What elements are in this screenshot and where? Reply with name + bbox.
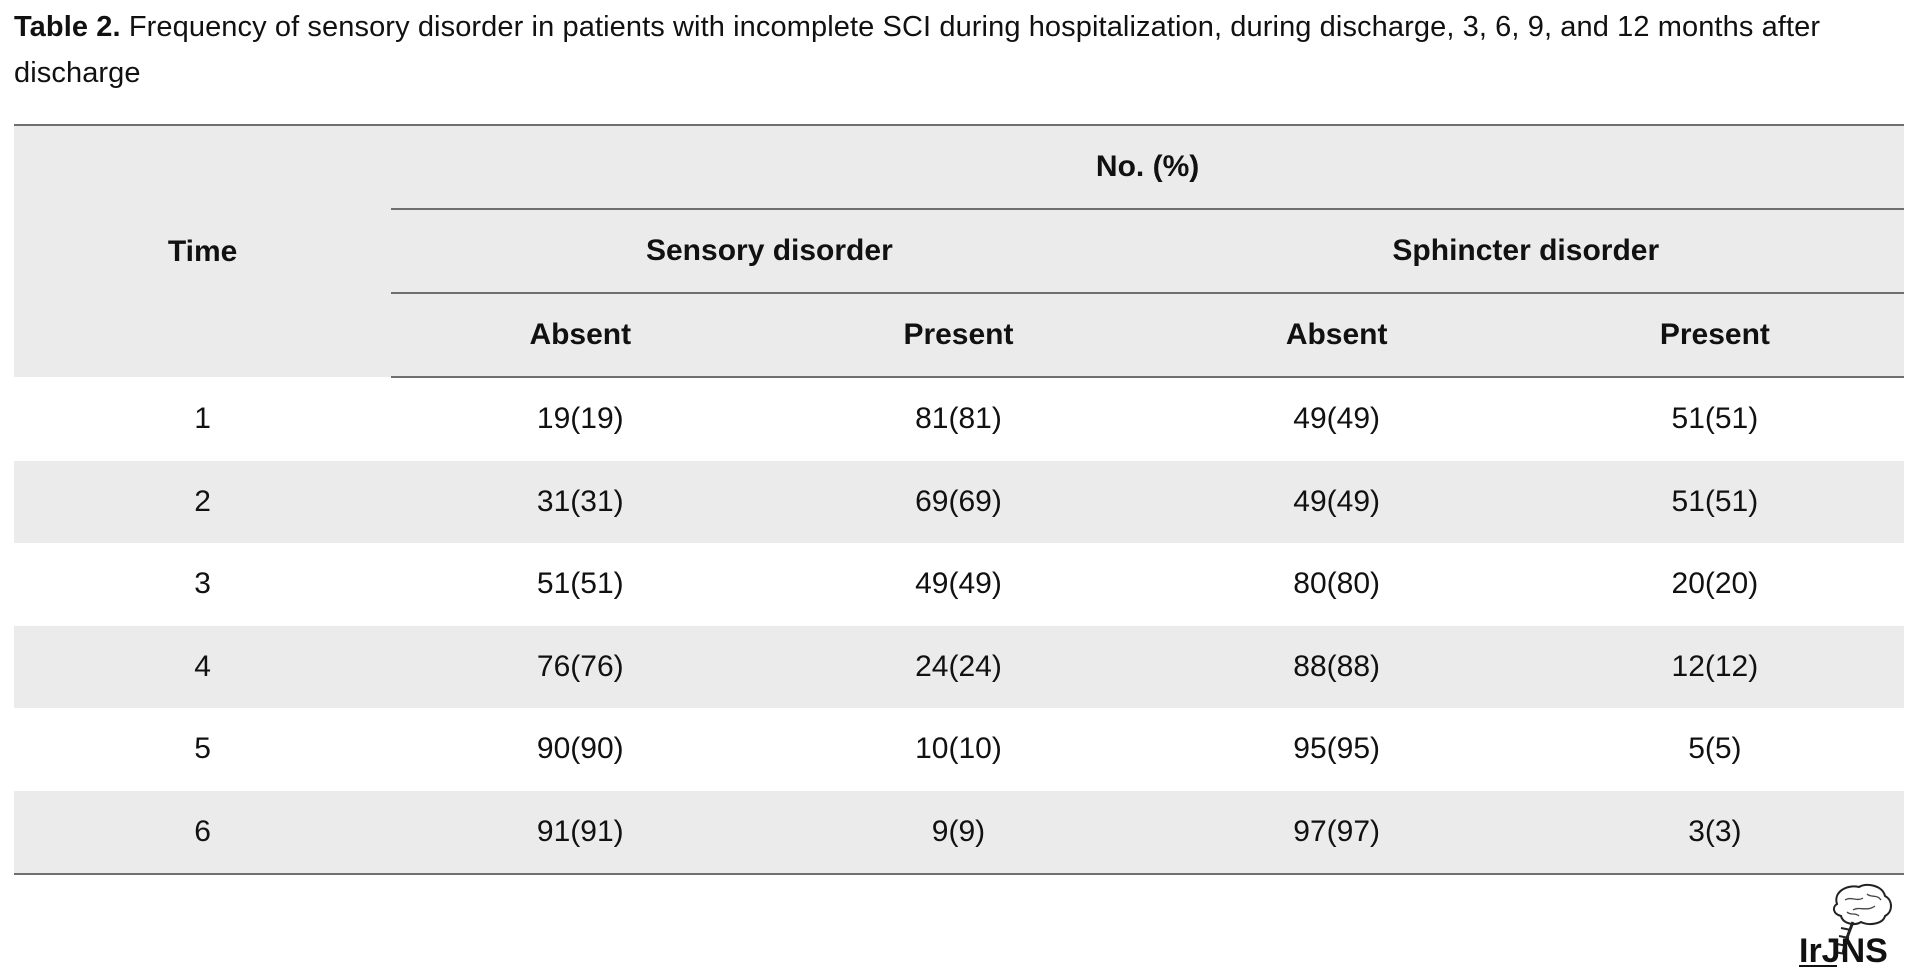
table-row <box>14 708 1904 791</box>
cell-sphincter-present: 5(5) <box>1688 732 1742 766</box>
cell-time: 4 <box>194 649 211 683</box>
cell-sensory-present: 81(81) <box>915 402 1002 436</box>
cell-sensory-present: 69(69) <box>915 484 1002 518</box>
header-sphincter-absent: Absent <box>1148 293 1526 377</box>
cell-sensory-absent: 51(51) <box>536 567 624 601</box>
table-caption <box>14 4 1904 96</box>
cell-sphincter-absent: 80(80) <box>1293 567 1381 601</box>
table-row <box>14 377 1904 461</box>
header-sphincter-present: Present <box>1526 293 1904 377</box>
header-time: Time <box>167 234 238 268</box>
cell-sensory-absent: 91(91) <box>391 791 769 875</box>
caption-label: Table 2. <box>14 11 121 43</box>
cell-sensory-present: 24(24) <box>915 649 1002 683</box>
cell-time: 3 <box>194 567 211 601</box>
cell-sphincter-present: 51(51) <box>1671 402 1759 436</box>
cell-sphincter-absent: 95(95) <box>1293 732 1381 766</box>
cell-sensory-absent: 31(31) <box>536 484 624 518</box>
table-body <box>14 377 1904 874</box>
cell-sensory-absent: 76(76) <box>536 649 624 683</box>
table-row <box>14 791 1904 875</box>
header-sensory-disorder: Sensory disorder <box>391 209 1147 293</box>
journal-logo <box>1797 882 1901 968</box>
header-no-percent: No. (%) <box>1095 150 1200 183</box>
cell-sphincter-present: 51(51) <box>1671 484 1759 518</box>
cell-time: 1 <box>194 401 211 435</box>
table-header <box>14 125 1904 377</box>
table-row <box>14 626 1904 709</box>
cell-sensory-present: 10(10) <box>915 732 1002 766</box>
cell-sphincter-absent: 49(49) <box>1293 402 1381 436</box>
header-sphincter-disorder: Sphincter disorder <box>1148 209 1904 293</box>
cell-sensory-absent: 90(90) <box>536 732 624 766</box>
brain-spine-logo-icon <box>1797 882 1901 968</box>
cell-sensory-present: 9(9) <box>769 791 1147 875</box>
frequency-table <box>14 124 1904 875</box>
cell-sensory-absent: 19(19) <box>536 402 624 436</box>
cell-sensory-present: 49(49) <box>915 567 1002 601</box>
header-sensory-absent: Absent <box>391 293 769 377</box>
header-sensory-present: Present <box>769 293 1147 377</box>
cell-sphincter-absent: 88(88) <box>1293 649 1381 683</box>
cell-sphincter-present: 12(12) <box>1671 649 1759 683</box>
cell-sphincter-present: 20(20) <box>1671 567 1759 601</box>
cell-sphincter-absent: 49(49) <box>1293 484 1381 518</box>
cell-sphincter-absent: 97(97) <box>1148 791 1526 875</box>
table-row <box>14 543 1904 626</box>
caption-text: Frequency of sensory disorder in patients with incomplete SCI during hospitalization, during discharge, 3, 6, 9, and 12 months after discharge <box>14 11 1821 89</box>
logo-text: IrJNS <box>1799 932 1888 968</box>
cell-time: 5 <box>194 732 211 766</box>
table-row <box>14 461 1904 544</box>
cell-time: 6 <box>14 791 391 875</box>
cell-time: 2 <box>194 484 211 518</box>
cell-sphincter-present: 3(3) <box>1526 791 1904 875</box>
